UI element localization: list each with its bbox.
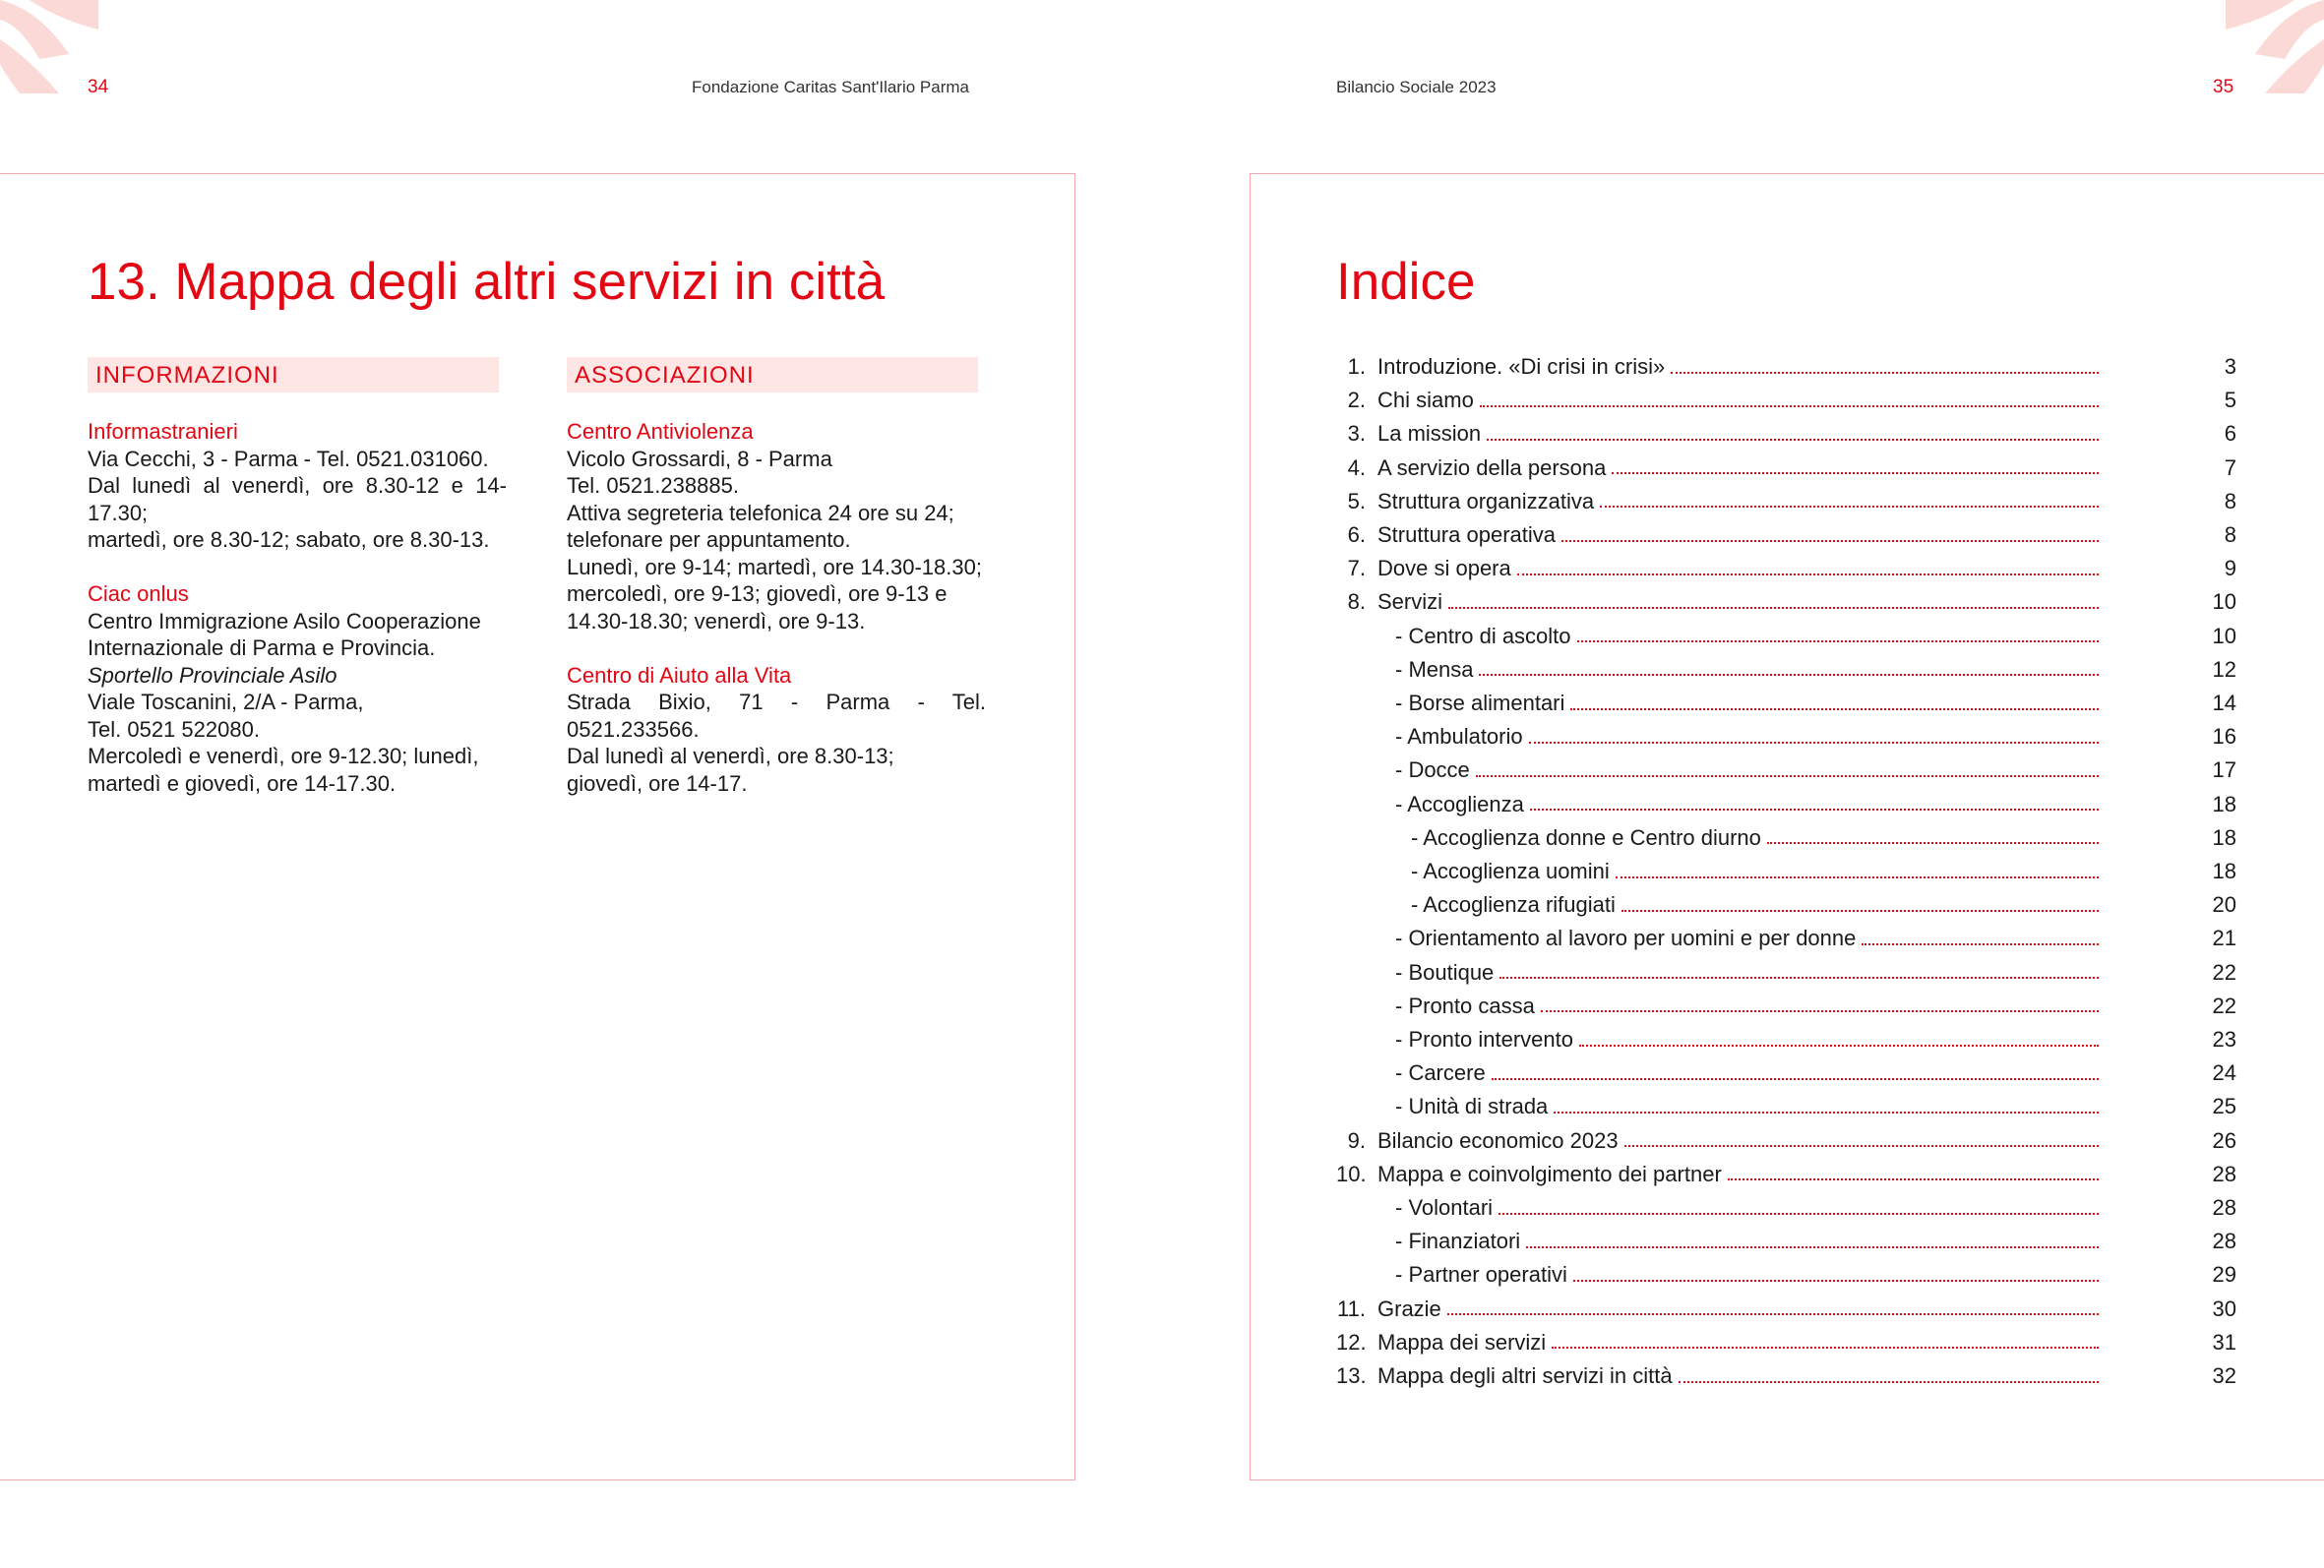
toc-entry-label-group [1377, 585, 2099, 619]
toc-dot-leader [1767, 841, 2099, 844]
toc-entry-label-group [1411, 855, 2099, 888]
section-heading-associazioni: ASSOCIAZIONI [567, 357, 978, 392]
toc-dot-leader [1552, 1346, 2099, 1349]
toc-entry-label-group [1377, 350, 2099, 384]
toc-entry[interactable] [1336, 821, 2236, 855]
service-detail: 14.30-18.30; venerdì, ore 9-13. [567, 608, 866, 633]
service-detail: Attiva segreteria telefonica 24 ore su 24; [567, 500, 954, 525]
toc-dot-leader [1487, 438, 2099, 441]
service-name: Centro Antiviolenza [567, 419, 754, 444]
toc-dot-leader [1579, 1044, 2099, 1047]
toc-entry-label-group [1377, 1326, 2099, 1359]
toc-entry-number: 11. [1337, 1296, 1366, 1321]
toc-entry[interactable] [1336, 1258, 2236, 1292]
service-detail: mercoledì, ore 9-13; giovedì, ore 9-13 e [567, 581, 948, 606]
toc-entry-label-group [1377, 518, 2099, 552]
toc-dot-leader [1447, 1312, 2099, 1315]
toc-dot-leader [1577, 639, 2099, 642]
toc-entry-label: Dove si opera [1377, 556, 1511, 581]
service-detail: Dal lunedì al venerdì, ore 8.30-13; [567, 744, 894, 768]
toc-dot-leader [1492, 1077, 2099, 1080]
toc-entry-label-group [1377, 552, 2099, 585]
toc-entry-page: 7 [2224, 454, 2236, 480]
toc-entry-number: 2. [1347, 388, 1366, 413]
toc-entry-label-group [1395, 1056, 2099, 1090]
toc-entry-label: Servizi [1377, 589, 1443, 615]
toc-entry[interactable] [1336, 585, 2236, 619]
toc-entry[interactable] [1336, 1056, 2236, 1090]
toc-entry-label: - Partner operativi [1395, 1262, 1567, 1288]
toc-entry-page: 10 [2212, 589, 2236, 615]
toc-dot-leader [1530, 808, 2099, 811]
toc-entry-label: - Orientamento al lavoro per uomini e per donne [1395, 926, 1857, 951]
toc-entry[interactable] [1336, 350, 2236, 384]
toc-dot-leader [1616, 875, 2099, 878]
toc-entry-label: - Centro di ascolto [1395, 623, 1571, 648]
toc-entry-label: Mappa degli altri servizi in città [1377, 1363, 1673, 1388]
toc-entry-label: - Pronto intervento [1395, 1027, 1573, 1052]
toc-entry-label-group [1395, 922, 2099, 955]
toc-entry-number: 5. [1347, 488, 1366, 513]
toc-dot-leader [1679, 1380, 2099, 1383]
service-detail: Vicolo Grossardi, 8 - Parma [567, 446, 832, 471]
service-detail: giovedì, ore 14-17. [567, 770, 748, 796]
running-title-right: Bilancio Sociale 2023 [1336, 78, 1497, 96]
toc-entry[interactable] [1336, 417, 2236, 451]
toc-entry-page: 26 [2212, 1127, 2236, 1153]
service-entry [567, 418, 986, 634]
toc-entry[interactable] [1336, 956, 2236, 990]
toc-entry-label-group [1395, 1191, 2099, 1225]
toc-entry-page: 18 [2212, 859, 2236, 883]
toc-entry[interactable] [1336, 720, 2236, 754]
toc-dot-leader [1561, 539, 2099, 542]
toc-entry-label-group [1395, 1225, 2099, 1258]
toc-entry-page: 32 [2212, 1363, 2236, 1388]
toc-dot-leader [1479, 673, 2099, 676]
toc-entry-label: - Accoglienza donne e Centro diurno [1411, 824, 1761, 850]
toc-entry-page: 18 [2212, 791, 2236, 816]
toc-entry-label-group [1377, 417, 2099, 451]
toc-entry-page: 31 [2212, 1329, 2236, 1355]
toc-dot-leader [1526, 1245, 2099, 1248]
section-heading-informazioni: INFORMAZIONI [88, 357, 499, 392]
toc-entry-label-group [1377, 485, 2099, 518]
toc-entry-page: 29 [2212, 1262, 2236, 1288]
toc-entry-label: Struttura operativa [1377, 522, 1556, 547]
service-detail: martedì, ore 8.30-12; sabato, ore 8.30-13. [88, 527, 490, 552]
page-number-right: 35 [2213, 77, 2234, 97]
service-entry [88, 580, 507, 797]
toc-entry-page: 3 [2224, 354, 2236, 379]
toc-entry-label: - Ambulatorio [1395, 724, 1523, 750]
toc-entry-page: 17 [2212, 757, 2236, 783]
toc-entry-label: Mappa e coinvolgimento dei partner [1377, 1161, 1722, 1186]
toc-entry[interactable] [1336, 452, 2236, 485]
toc-entry[interactable] [1336, 687, 2236, 720]
service-detail: Sportello Provinciale Asilo [88, 662, 337, 688]
service-entry [88, 418, 507, 554]
toc-dot-leader [1570, 707, 2099, 710]
toc-entry[interactable] [1336, 1090, 2236, 1123]
toc-entry-number: 7. [1347, 556, 1366, 581]
toc-entry-label: - Boutique [1395, 959, 1495, 985]
service-detail: Lunedì, ore 9-14; martedì, ore 14.30-18.30; [567, 554, 982, 579]
toc-entry[interactable] [1336, 788, 2236, 821]
toc-entry-page: 21 [2212, 926, 2236, 951]
service-detail: telefonare per appuntamento. [567, 527, 851, 552]
toc-entry-label: Chi siamo [1377, 388, 1474, 413]
toc-entry-label: Mappa dei servizi [1377, 1329, 1547, 1355]
toc-entry-label-group [1395, 1258, 2099, 1292]
toc-entry-label: - Mensa [1395, 656, 1474, 682]
toc-entry-label-group [1395, 720, 2099, 754]
toc-entry-label: - Borse alimentari [1395, 691, 1565, 715]
toc-entry-number: 6. [1347, 522, 1366, 547]
page-number-left: 34 [88, 77, 109, 97]
page-title-left: 13. Mappa degli altri servizi in città [88, 253, 886, 311]
service-detail: Via Cecchi, 3 - Parma - Tel. 0521.031060. [88, 446, 489, 471]
toc-entry-label-group [1411, 888, 2099, 922]
running-title-left: Fondazione Caritas Sant'Ilario Parma [692, 78, 969, 96]
toc-entry[interactable] [1336, 1124, 2236, 1158]
toc-entry-label-group [1377, 384, 2099, 417]
toc-entry-label: - Docce [1395, 757, 1470, 783]
toc-entry[interactable] [1336, 384, 2236, 417]
toc-entry-page: 16 [2212, 724, 2236, 750]
toc-entry-page: 22 [2212, 993, 2236, 1018]
toc-entry-page: 24 [2212, 1060, 2236, 1086]
toc-dot-leader [1529, 741, 2099, 744]
toc-entry-number: 8. [1347, 589, 1366, 615]
service-detail: Mercoledì e venerdì, ore 9-12.30; lunedì, [88, 744, 479, 768]
toc-dot-leader [1728, 1177, 2099, 1180]
toc-entry-label-group [1395, 1023, 2099, 1056]
toc-entry-label: Introduzione. «Di crisi in crisi» [1377, 354, 1666, 379]
toc-dot-leader [1612, 471, 2099, 474]
toc-entry[interactable] [1336, 888, 2236, 922]
toc-entry-label: - Volontari [1395, 1195, 1494, 1220]
toc-entry-label: Struttura organizzativa [1377, 488, 1595, 513]
toc-dot-leader [1498, 1212, 2099, 1215]
toc-dot-leader [1600, 505, 2099, 508]
toc-entry-label: La mission [1377, 421, 1482, 447]
toc-entry-number: 3. [1347, 421, 1366, 447]
toc-entry-label-group [1395, 653, 2099, 687]
toc-entry[interactable] [1336, 754, 2236, 787]
toc-entry-number: 9. [1347, 1127, 1366, 1153]
toc-entry-number: 10. [1336, 1161, 1367, 1186]
toc-entry-page: 22 [2212, 959, 2236, 985]
toc-entry-label-group [1395, 687, 2099, 720]
toc-entry-page: 14 [2212, 691, 2236, 715]
toc-entry-label: - Unità di strada [1395, 1094, 1549, 1119]
service-name: Ciac onlus [88, 581, 189, 606]
toc-entry-page: 6 [2224, 421, 2236, 447]
column-associazioni [567, 418, 986, 824]
toc-entry-label: - Pronto cassa [1395, 993, 1535, 1018]
toc-dot-leader [1448, 606, 2099, 609]
service-detail: Strada Bixio, 71 - Parma - Tel. 0521.233566. [567, 690, 986, 742]
service-detail: martedì e giovedì, ore 14-17.30. [88, 770, 397, 796]
toc-entry-page: 9 [2224, 556, 2236, 581]
toc-dot-leader [1476, 774, 2099, 777]
toc-entry-page: 8 [2224, 522, 2236, 547]
toc-entry-label: Bilancio economico 2023 [1377, 1127, 1619, 1153]
toc-entry[interactable] [1336, 1359, 2236, 1393]
toc-entry[interactable] [1336, 653, 2236, 687]
service-detail: Dal lunedì al venerdì, ore 8.30-12 e 14-17.30; [88, 473, 507, 525]
toc-entry-label-group [1377, 1359, 2099, 1393]
toc-entry-label-group [1395, 620, 2099, 653]
service-name: Centro di Aiuto alla Vita [567, 662, 792, 688]
toc-entry[interactable] [1336, 518, 2236, 552]
toc-entry-page: 20 [2212, 892, 2236, 918]
toc-entry-page: 8 [2224, 488, 2236, 513]
service-detail: Tel. 0521 522080. [88, 716, 260, 742]
toc-entry[interactable] [1336, 1023, 2236, 1056]
toc-entry-page: 25 [2212, 1094, 2236, 1119]
toc-entry[interactable] [1336, 922, 2236, 955]
toc-entry-label: - Carcere [1395, 1060, 1486, 1086]
service-detail: Tel. 0521.238885. [567, 473, 739, 498]
toc-dot-leader [1541, 1009, 2099, 1012]
toc-entry-page: 18 [2212, 824, 2236, 850]
service-detail: Centro Immigrazione Asilo Cooperazione [88, 608, 481, 633]
toc-entry-label: Grazie [1377, 1296, 1441, 1321]
toc-entry-label-group [1395, 788, 2099, 821]
toc-entry-page: 23 [2212, 1027, 2236, 1052]
column-informazioni [88, 418, 507, 824]
toc-dot-leader [1573, 1279, 2099, 1282]
toc-entry-label-group [1377, 1293, 2099, 1326]
toc-entry-label-group [1395, 990, 2099, 1023]
toc-entry-label: A servizio della persona [1377, 454, 1607, 480]
service-entry [567, 662, 986, 798]
toc-dot-leader [1499, 976, 2099, 979]
toc-entry-label: - Accoglienza rifugiati [1411, 892, 1616, 918]
toc-entry[interactable] [1336, 1326, 2236, 1359]
toc-entry[interactable] [1336, 552, 2236, 585]
toc-entry-label-group [1395, 754, 2099, 787]
toc-entry[interactable] [1336, 1191, 2236, 1225]
toc-entry[interactable] [1336, 1158, 2236, 1191]
toc-entry-page: 28 [2212, 1229, 2236, 1254]
toc-entry[interactable] [1336, 485, 2236, 518]
toc-entry-label-group [1377, 452, 2099, 485]
toc-dot-leader [1624, 1144, 2099, 1147]
service-detail: Viale Toscanini, 2/A - Parma, [88, 690, 364, 714]
toc-entry-label-group [1377, 1124, 2099, 1158]
toc-entry-page: 28 [2212, 1161, 2236, 1186]
toc-entry-page: 28 [2212, 1195, 2236, 1220]
toc-dot-leader [1621, 909, 2099, 912]
toc-entry-page: 5 [2224, 388, 2236, 413]
toc-entry-page: 30 [2212, 1296, 2236, 1321]
toc-entry-number: 12. [1336, 1329, 1367, 1355]
toc-entry-page: 10 [2212, 623, 2236, 648]
toc-entry-page: 12 [2212, 656, 2236, 682]
toc-entry[interactable] [1336, 1225, 2236, 1258]
toc-dot-leader [1480, 404, 2099, 407]
toc-entry[interactable] [1336, 1293, 2236, 1326]
toc-dot-leader [1671, 371, 2099, 374]
toc-entry[interactable] [1336, 855, 2236, 888]
toc-entry-number: 13. [1336, 1363, 1367, 1388]
toc-entry-label-group [1395, 956, 2099, 990]
service-name: Informastranieri [88, 419, 238, 444]
toc-entry-number: 1. [1347, 354, 1366, 379]
service-detail: Internazionale di Parma e Provincia. [88, 635, 436, 660]
toc-entry[interactable] [1336, 620, 2236, 653]
toc-dot-leader [1862, 942, 2099, 945]
toc-entry-label-group [1377, 1158, 2099, 1191]
toc-dot-leader [1554, 1111, 2099, 1114]
toc-entry-label: - Finanziatori [1395, 1229, 1521, 1254]
toc-dot-leader [1517, 573, 2099, 575]
toc-entry-label-group [1395, 1090, 2099, 1123]
toc-entry[interactable] [1336, 990, 2236, 1023]
toc-entry-label: - Accoglienza [1395, 791, 1524, 816]
toc-entry-label: - Accoglienza uomini [1411, 859, 1610, 883]
toc-entry-number: 4. [1347, 454, 1366, 480]
page-title-right: Indice [1336, 253, 1476, 311]
toc-entry-label-group [1411, 821, 2099, 855]
